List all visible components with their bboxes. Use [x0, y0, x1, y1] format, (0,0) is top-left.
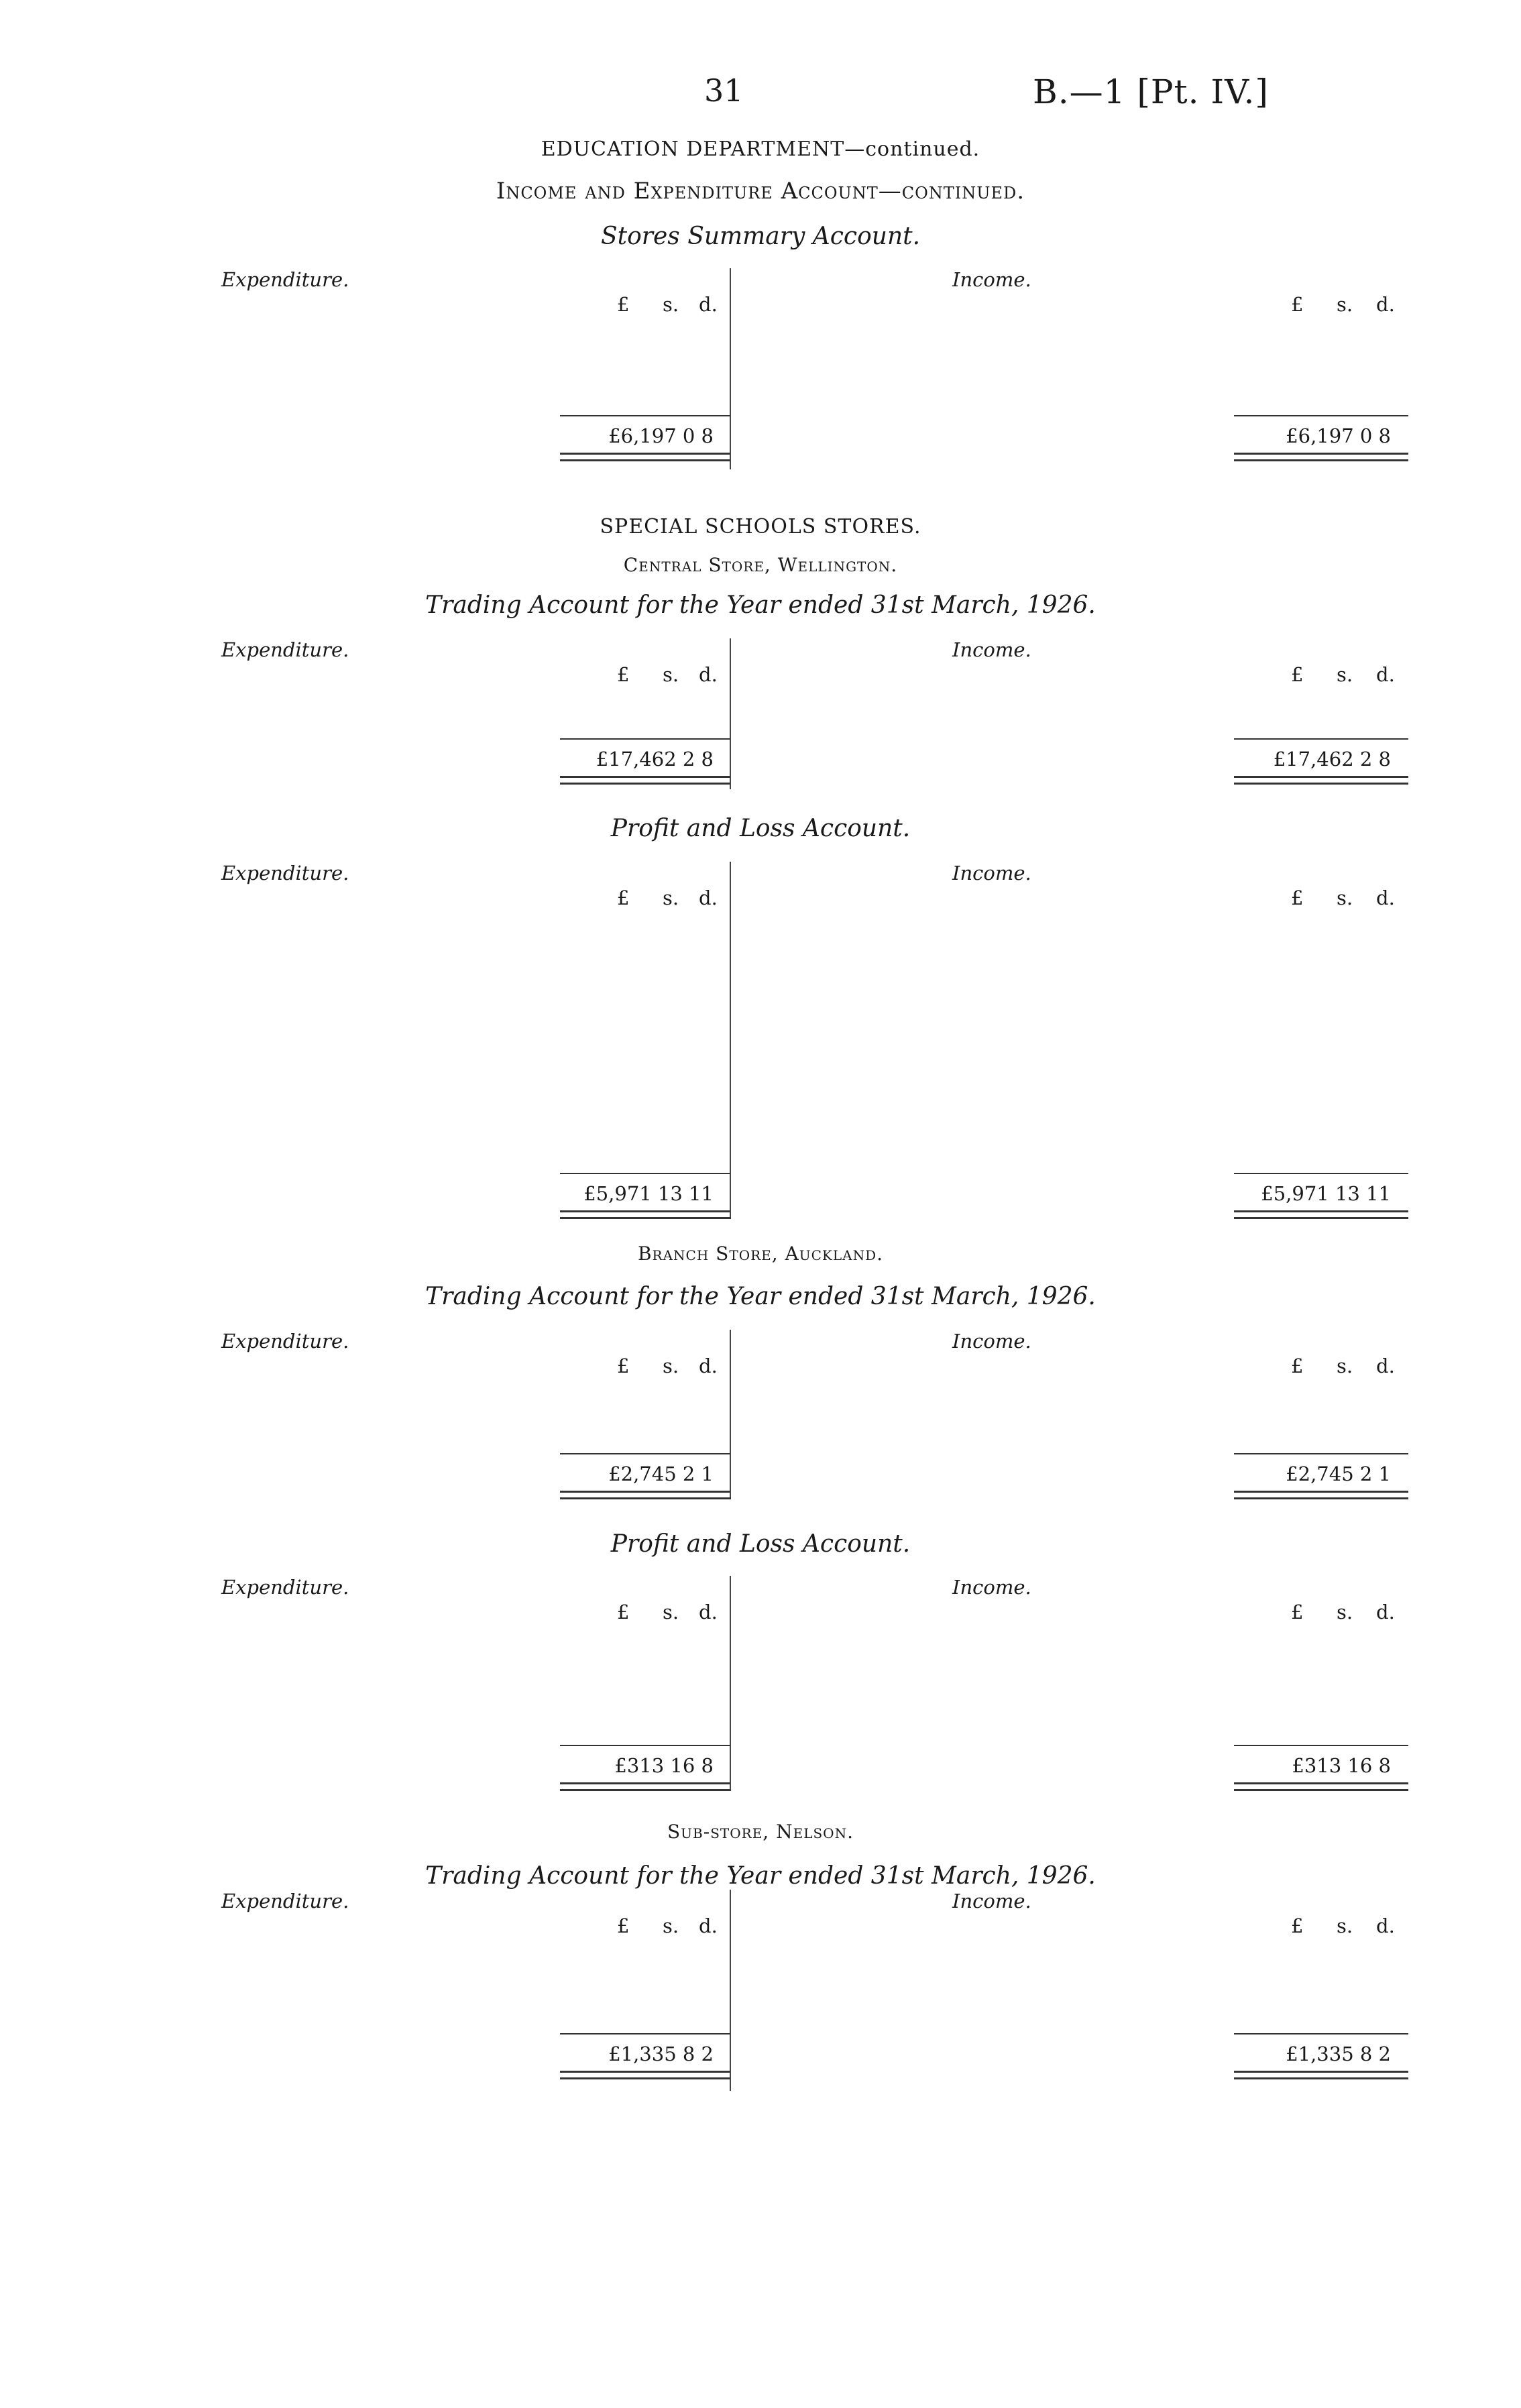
- left-total-double-rule: [560, 1210, 731, 1219]
- right-total-rule: [1234, 738, 1408, 740]
- left-total-rule: [560, 1453, 731, 1454]
- right-unit-l: £: [1291, 663, 1304, 686]
- right-total-rule: [1234, 1173, 1408, 1174]
- left-unit-s: s.: [663, 1914, 679, 1937]
- right-column-heading: Income.: [952, 1890, 1031, 1912]
- left-total-double-rule: [560, 776, 731, 785]
- left-column-heading: Expenditure.: [221, 268, 349, 291]
- right-total-double-rule: [1234, 1491, 1408, 1499]
- right-unit-l: £: [1291, 886, 1304, 909]
- right-unit-s: s.: [1337, 1601, 1353, 1623]
- right-unit-l: £: [1291, 1355, 1304, 1377]
- left-unit-l: £: [617, 1601, 630, 1623]
- left-total-double-rule: [560, 1491, 731, 1499]
- central-trading-title: Trading Account for the Year ended 31st March, 1926.: [425, 591, 1096, 619]
- left-column-heading: Expenditure.: [221, 862, 349, 884]
- left-unit-d: d.: [699, 1601, 718, 1623]
- right-unit-s: s.: [1337, 663, 1353, 686]
- right-column-heading: Income.: [952, 1330, 1031, 1353]
- left-column-heading: Expenditure.: [221, 638, 349, 661]
- right-total: £6,197 0 8: [1286, 424, 1391, 447]
- right-unit-l: £: [1291, 1914, 1304, 1937]
- left-unit-l: £: [617, 1914, 630, 1937]
- nelson-trading-title: Trading Account for the Year ended 31st March, 1926.: [425, 1862, 1096, 1890]
- right-total: £313 16 8: [1292, 1754, 1391, 1777]
- right-unit-s: s.: [1337, 1355, 1353, 1377]
- special-schools-title: SPECIAL SCHOOLS STORES.: [600, 515, 921, 538]
- left-unit-d: d.: [699, 1914, 718, 1937]
- center-divider: [730, 1576, 731, 1790]
- left-unit-d: d.: [699, 1355, 718, 1377]
- right-unit-s: s.: [1337, 886, 1353, 909]
- right-total-double-rule: [1234, 2071, 1408, 2079]
- central-pl-title: Profit and Loss Account.: [610, 815, 911, 842]
- right-column-heading: Income.: [952, 268, 1031, 291]
- right-column-heading: Income.: [952, 1576, 1031, 1599]
- left-unit-l: £: [617, 1355, 630, 1377]
- left-unit-l: £: [617, 663, 630, 686]
- left-total-rule: [560, 1745, 731, 1746]
- left-total: £313 16 8: [614, 1754, 714, 1777]
- center-divider: [730, 268, 731, 469]
- right-total: £17,462 2 8: [1273, 748, 1391, 770]
- right-total-double-rule: [1234, 453, 1408, 461]
- right-column-heading: Income.: [952, 638, 1031, 661]
- central-store-title: Central Store, Wellington.: [623, 554, 898, 576]
- right-unit-d: d.: [1376, 293, 1395, 316]
- left-total-double-rule: [560, 453, 731, 461]
- left-unit-d: d.: [699, 293, 718, 316]
- left-total-rule: [560, 415, 731, 416]
- center-divider: [730, 638, 731, 789]
- left-unit-l: £: [617, 886, 630, 909]
- right-total-double-rule: [1234, 1210, 1408, 1219]
- right-total: £5,971 13 11: [1261, 1182, 1391, 1205]
- right-total-rule: [1234, 1745, 1408, 1746]
- account-title: Income and Expenditure Account—continued.: [496, 178, 1025, 205]
- left-total: £1,335 8 2: [608, 2043, 714, 2065]
- left-column-heading: Expenditure.: [221, 1576, 349, 1599]
- right-total-double-rule: [1234, 1782, 1408, 1791]
- right-unit-l: £: [1291, 1601, 1304, 1623]
- left-unit-s: s.: [663, 663, 679, 686]
- left-total-double-rule: [560, 2071, 731, 2079]
- nelson-title: Sub-store, Nelson.: [667, 1821, 854, 1843]
- right-total-double-rule: [1234, 776, 1408, 785]
- left-total: £5,971 13 11: [583, 1182, 714, 1205]
- left-total: £6,197 0 8: [608, 424, 714, 447]
- right-total-rule: [1234, 415, 1408, 416]
- auckland-pl-title: Profit and Loss Account.: [610, 1530, 911, 1558]
- auckland-title: Branch Store, Auckland.: [637, 1243, 884, 1265]
- right-unit-d: d.: [1376, 1355, 1395, 1377]
- left-total-rule: [560, 738, 731, 740]
- center-divider: [730, 862, 731, 1217]
- right-unit-s: s.: [1337, 1914, 1353, 1937]
- right-unit-d: d.: [1376, 886, 1395, 909]
- left-unit-s: s.: [663, 886, 679, 909]
- center-divider: [730, 1330, 731, 1497]
- right-unit-d: d.: [1376, 1914, 1395, 1937]
- left-unit-d: d.: [699, 663, 718, 686]
- page-number: 31: [704, 72, 744, 109]
- left-unit-s: s.: [663, 293, 679, 316]
- department-title: EDUCATION DEPARTMENT—continued.: [541, 137, 980, 161]
- right-total: £1,335 8 2: [1286, 2043, 1391, 2065]
- left-total-rule: [560, 2033, 731, 2034]
- left-total: £2,745 2 1: [608, 1463, 714, 1485]
- right-total: £2,745 2 1: [1286, 1463, 1391, 1485]
- left-unit-s: s.: [663, 1601, 679, 1623]
- left-unit-l: £: [617, 293, 630, 316]
- left-total: £17,462 2 8: [596, 748, 714, 770]
- right-column-heading: Income.: [952, 862, 1031, 884]
- right-unit-s: s.: [1337, 293, 1353, 316]
- left-unit-d: d.: [699, 886, 718, 909]
- right-unit-d: d.: [1376, 663, 1395, 686]
- left-unit-s: s.: [663, 1355, 679, 1377]
- center-divider: [730, 1890, 731, 2091]
- right-total-rule: [1234, 1453, 1408, 1454]
- right-total-rule: [1234, 2033, 1408, 2034]
- left-total-rule: [560, 1173, 731, 1174]
- document-reference: B.—1 [Pt. IV.]: [1033, 72, 1269, 111]
- left-total-double-rule: [560, 1782, 731, 1791]
- right-unit-d: d.: [1376, 1601, 1395, 1623]
- left-column-heading: Expenditure.: [221, 1330, 349, 1353]
- left-column-heading: Expenditure.: [221, 1890, 349, 1912]
- summary-title: Stores Summary Account.: [600, 223, 921, 250]
- right-unit-l: £: [1291, 293, 1304, 316]
- auckland-trading-title: Trading Account for the Year ended 31st March, 1926.: [425, 1283, 1096, 1310]
